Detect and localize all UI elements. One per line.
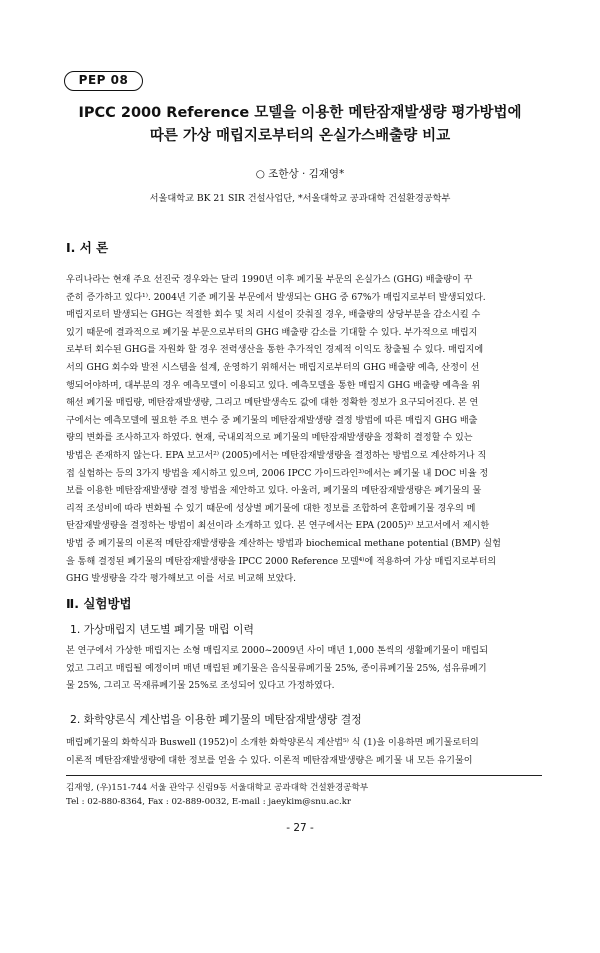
methods-heading: Ⅱ. 실험방법 xyxy=(66,596,132,611)
text-line: 구에서는 예측모델에 필요한 주요 변수 중 폐기물의 메탄잠재발생량 결정 방법에 따른 매립지 GHG 배출 xyxy=(66,415,478,426)
paper-title-line-1: IPCC 2000 Reference 모델을 이용한 메탄잠재발생량 평가방법에 xyxy=(78,105,522,121)
text-line: 량의 변화를 조사하고자 하였다. 현재, 국내외적으로 폐기물의 메탄잠재발생량을 정확히 결정할 수 있는 xyxy=(66,433,473,444)
text-line: 서의 GHG 회수와 발전 시스템을 설계, 운영하기 위해서는 매립지로부터의 GHG 배출량 예측, 산정이 선 xyxy=(66,362,480,373)
session-badge: PEP 08 xyxy=(64,71,143,91)
text-line: 보를 이용한 메탄잠재발생량 결정 방법을 제안하고 있다. 아울러, 폐기물의 메탄잠재발생량은 폐기물의 물 xyxy=(66,486,482,497)
footnote-address: 김재영, (우)151-744 서울 관악구 신림9동 서울대학교 공과대학 건설환경공학부 xyxy=(66,783,369,793)
text-line: GHG 발생량을 각각 평가해보고 이를 서로 비교해 보았다. xyxy=(66,574,297,585)
methods-paragraph-1 xyxy=(66,643,542,696)
text-line: 었고 그리고 매립될 예정이며 매년 매립된 폐기물은 음식물류폐기물 25%, 종이류폐기물 25%, 섬유류폐기 xyxy=(66,663,487,674)
text-line: 로부터 회수된 GHG를 자원화 할 경우 전력생산을 통한 추가적인 경제적 이익도 창출될 수 있다. 매립지에 xyxy=(66,345,484,356)
text-line: 리적 조성비에 따라 변화될 수 있기 때문에 성상별 폐기물에 대한 정보를 조합하여 혼합폐기물 경우의 메 xyxy=(66,503,476,514)
text-line: 행되어야하며, 대부분의 경우 예측모델이 이용되고 있다. 예측모델을 통한 매립지 GHG 배출량 예측을 위 xyxy=(66,380,481,391)
text-line: 본 연구에서 가상한 매립지는 소형 매립지로 2000~2009년 사이 매년 1,000 톤씩의 생활폐기물이 매립되 xyxy=(66,646,489,656)
text-line: 매립지로터 발생되는 GHG는 적절한 회수 및 처리 시설이 갖춰질 경우, 배출량의 상당부분을 감소시킬 수 xyxy=(66,310,481,321)
text-line: 접 실험하는 등의 3가지 방법을 제시하고 있으며, 2006 IPCC 가이드라인³⁾에서는 폐기물 내 DOC 비율 정 xyxy=(66,468,489,479)
methods-paragraph-2 xyxy=(66,735,542,770)
text-line: 있기 때문에 결과적으로 폐기물 부문으로부터의 GHG 배출량 감소를 기대할 수 있다. 부가적으로 매립지 xyxy=(66,327,478,338)
text-line: 탄잠재발생량을 결정하는 방법이 최선이라 소개하고 있다. 본 연구에서는 EPA (2005)²⁾ 보고서에서 제시한 xyxy=(66,521,490,532)
affiliation: 서울대학교 BK 21 SIR 건설사업단, *서울대학교 공과대학 건설환경공학부 xyxy=(149,193,451,204)
text-line: 이론적 메탄잠재발생량에 대한 정보를 얻을 수 있다. 이론적 메탄잠재발생량은 폐기물 내 모든 유기물이 xyxy=(66,755,473,766)
text-line: 우리나라는 현재 주요 선진국 경우와는 달리 1990년 이후 폐기물 부문의 온실가스 (GHG) 배출량이 꾸 xyxy=(66,275,473,285)
text-line: 매립폐기물의 화학식과 Buswell (1952)이 소개한 화학양론식 계산법⁵⁾ 식 (1)을 이용하면 폐기물로터의 xyxy=(66,738,479,748)
paper-title-line-2: 따른 가상 매립지로부터의 온실가스배출량 비교 xyxy=(149,128,451,144)
text-line: 물 25%, 그리고 목재류폐기물 25%로 조성되어 있다고 가정하였다. xyxy=(66,681,335,692)
text-line: 준히 증가하고 있다¹⁾. 2004년 기준 폐기물 부문에서 발생되는 GHG 중 67%가 매립지로부터 발생되었다. xyxy=(66,292,486,303)
intro-heading: Ⅰ. 서 론 xyxy=(66,240,109,255)
page-number: - 27 - xyxy=(286,822,314,834)
footnote-contact: Tel : 02-880-8364, Fax : 02-889-0032, E-mail : jaeykim@snu.ac.kr xyxy=(66,797,352,807)
intro-paragraph xyxy=(66,272,542,589)
subsection-heading-2: 2. 화학양론식 계산법을 이용한 폐기물의 메탄잠재발생량 결정 xyxy=(70,713,362,726)
text-line: 을 통해 결정된 폐기물의 메탄잠재발생량을 IPCC 2000 Reference 모델⁴⁾에 적용하여 가상 매립지로부터의 xyxy=(66,556,497,567)
text-line: 방법 중 폐기물의 이론적 메탄잠재발생량을 계산하는 방법과 biochemical methane potential (BMP) 실험 xyxy=(66,538,501,549)
authors: ○ 조한상 · 김재영* xyxy=(255,168,345,180)
text-line: 해선 폐기물 매립량, 메탄잠재발생량, 그리고 메탄발생속도 값에 대한 정확한 정보가 요구되어진다. 본 연 xyxy=(66,398,479,409)
text-line: 방법은 존재하지 않는다. EPA 보고서²⁾ (2005)에서는 메탄잠재발생량을 결정하는 방법으로 계산하거나 직 xyxy=(66,450,487,461)
footnote-divider xyxy=(66,775,542,776)
subsection-heading-1: 1. 가상매립지 년도별 폐기물 매립 이력 xyxy=(70,623,254,636)
